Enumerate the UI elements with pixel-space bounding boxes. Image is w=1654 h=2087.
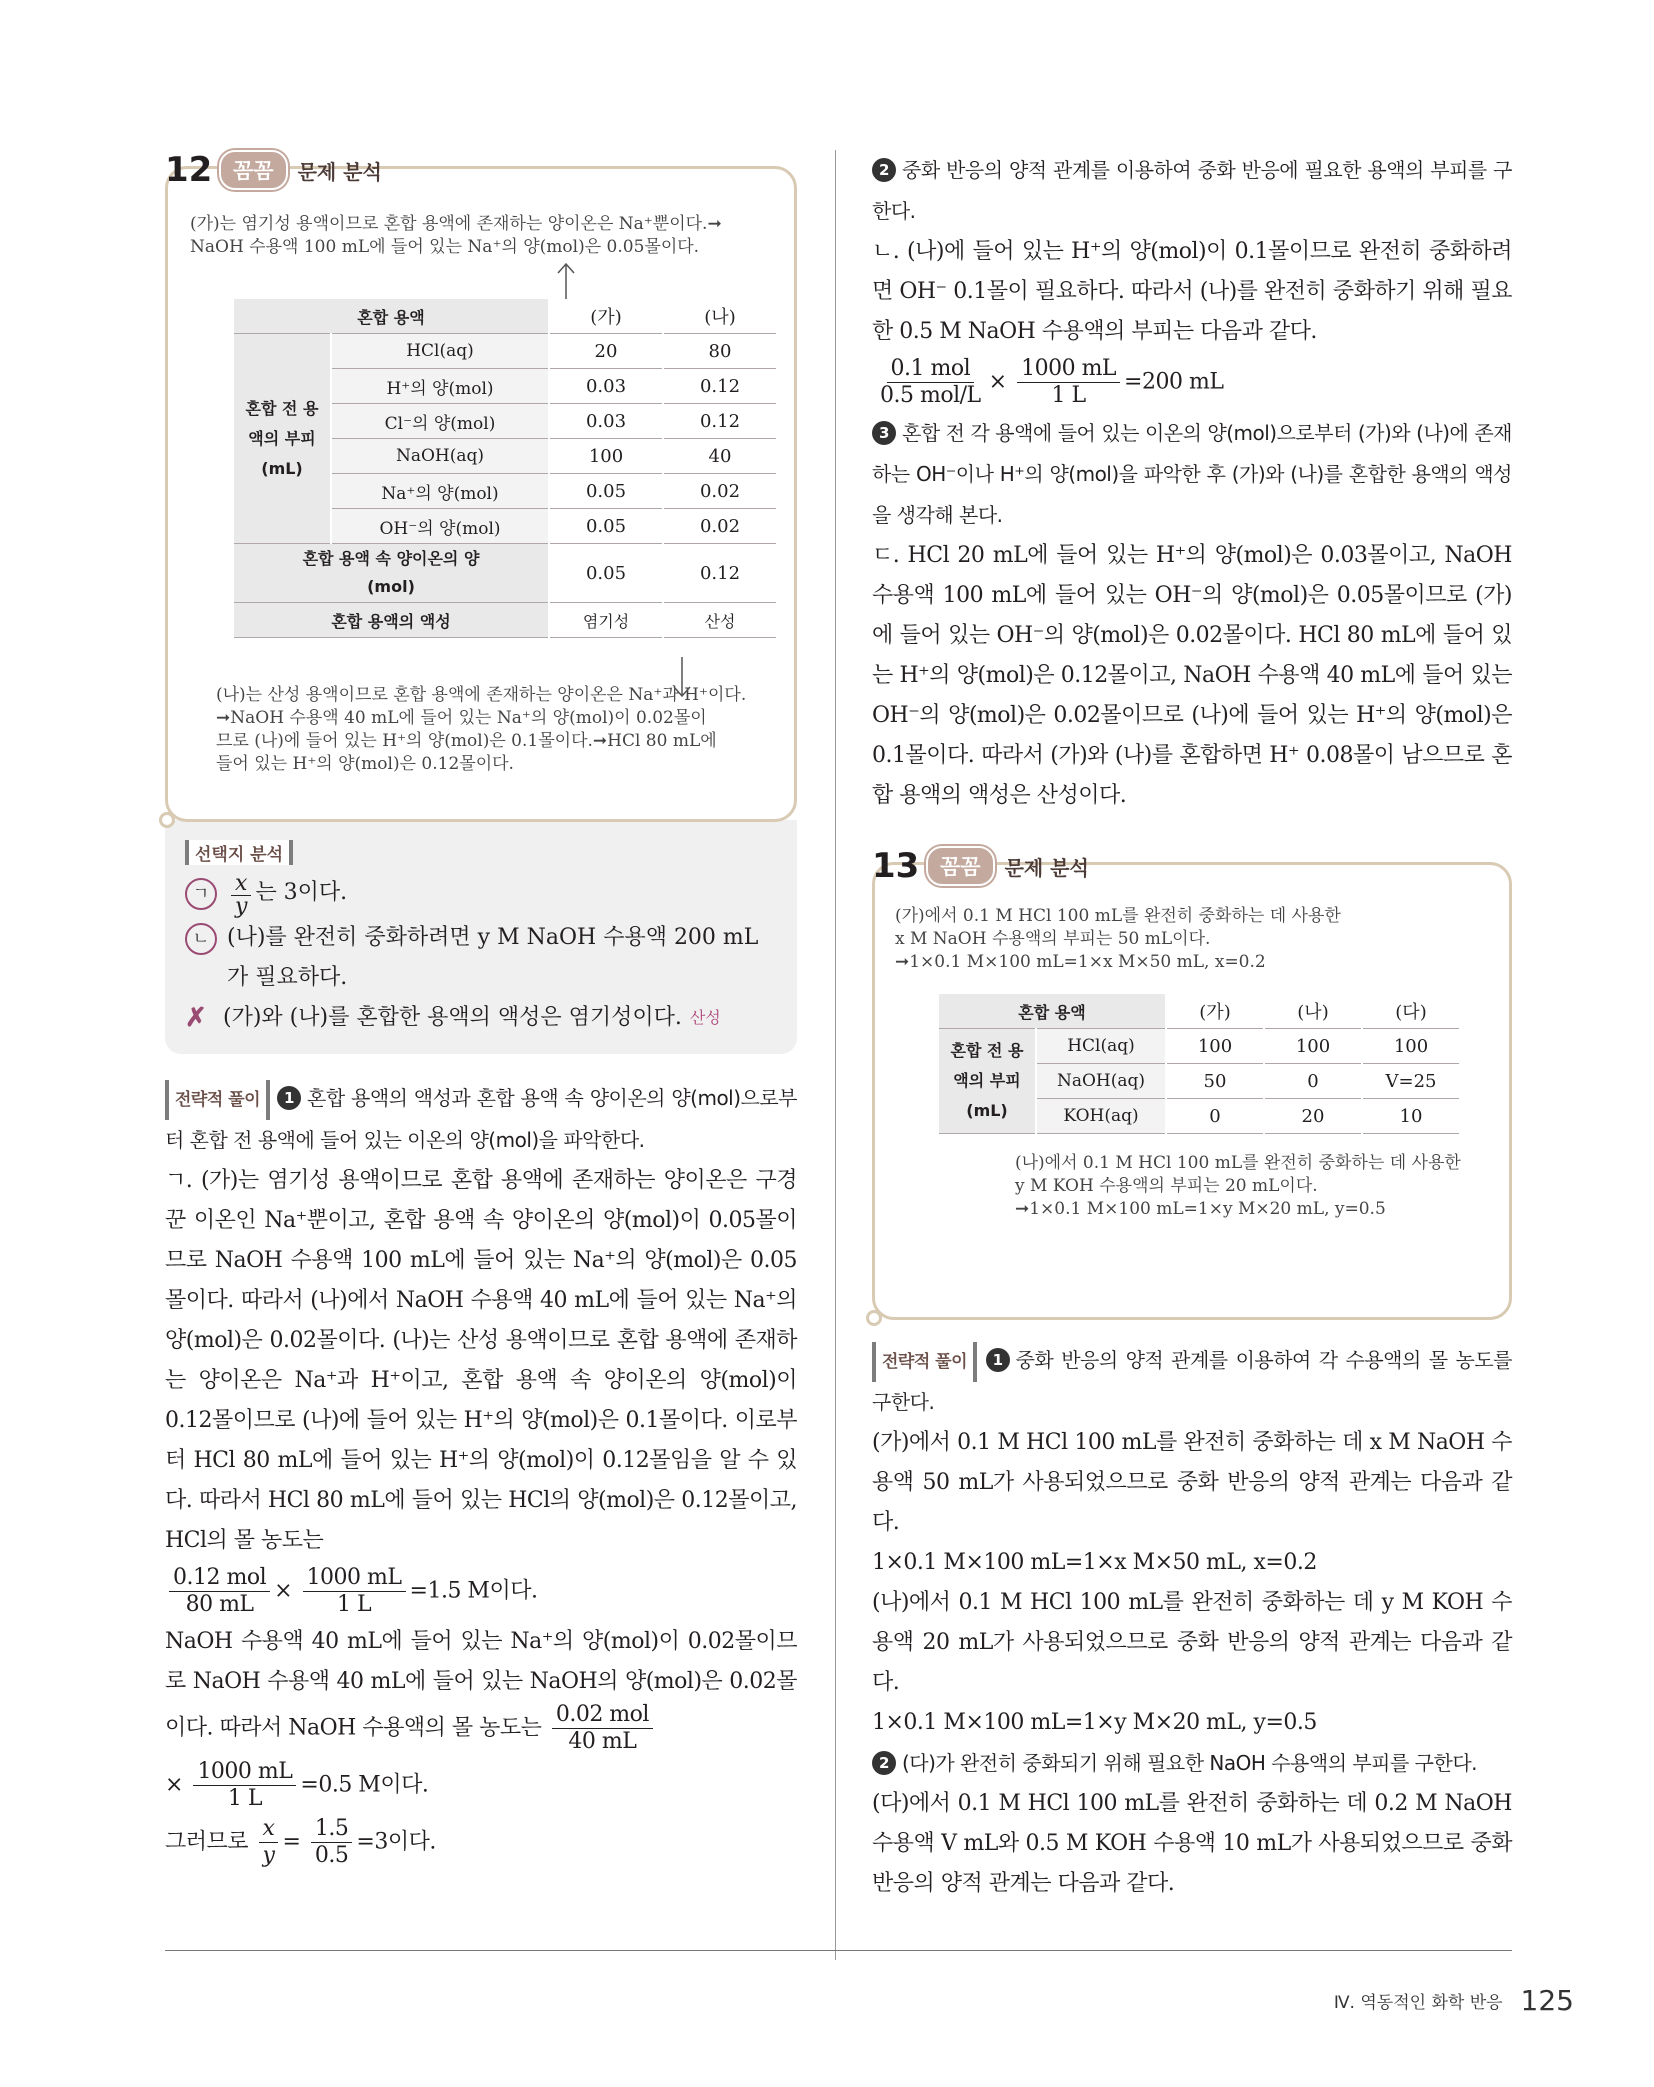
strategy-solution-12: 전략적 풀이 1 혼합 용액의 액성과 혼합 용액 속 양이온의 양(mol)으로부터 혼합 전 용액에 들어 있는 이온의 양(mol)을 파악한다. ㄱ. (가)는 염기성 용액이므로 혼합 용액에 존재하는 양이온은 구경꾼 이온인 Na⁺뿐이고, 혼합 용액 속 양이온의 양(mol)이 0.05몰이므로 NaOH 수용액 100 mL에 들어 있는 Na⁺의 양(mol)은 0.05몰이다. 따라서 (나)에서 NaOH 수용액 40 mL에 들어 있는 Na⁺의 양(mol)은 0.02몰이다. (나)는 산성 용액이므로 혼합 용액에 존재하는 양이온은 Na⁺과 H⁺이고, 혼합 용액 속 양이온의 양(mol)이 0.12몰이므로 (나)에 들어 있는 H⁺의 양(mol)은 0.1몰이다. 이로부터 HCl 80 mL에 들어 있는 H⁺의 양(mol)이 0.12몰임을 알 수 있다. 따라서 HCl 80 mL에 들어 있는 HCl의 양(mol)은 0.12몰이고, HCl의 몰 농도는 $\frac{\text{0.12 mol}}{80 mL}$ × $\frac{1000 mL}{1 L}$ =1.5 M이다. NaOH 수용액 40 mL에 들어 있는 Na⁺의 양(mol)이 0.02몰이므로 NaOH 수용액 40 mL에 들어 있는 NaOH의 양(mol)은 0.02몰이다. 따라서 NaOH 수용액의 몰 농도는 $\frac{\text{0.02 mol}}{40 mL}$ × $\frac{1000 mL}{1 L}$ =0.5 M이다. 그러므로 $\frac{x}{y}$ = $\frac{1.5}{0.5}$ =3이다. [165, 1078, 797, 1869]
table-cell: 0 [1264, 1064, 1362, 1099]
problem-number: 12 [165, 150, 213, 190]
footer-rule [165, 1950, 1512, 1951]
table-cell: 0.12 [663, 404, 776, 439]
paragraph: NaOH 수용액 40 mL에 들어 있는 Na⁺의 양(mol)이 0.02몰이므로 NaOH 수용액 40 mL에 들어 있는 NaOH의 양(mol)은 0.02몰이다. 따라서 NaOH 수용액의 몰 농도는 [165, 1629, 797, 1741]
table-cell: KOH(aq) [1036, 1099, 1166, 1134]
badge: 꼼꼼 [219, 150, 288, 190]
table-cell: 40 [663, 439, 776, 474]
step-3-icon: 3 [872, 421, 896, 445]
note-line: (가)에서 0.1 M HCl 100 mL를 완전히 중화하는 데 사용한 [895, 906, 1341, 926]
step-text: (다)가 완전히 중화되기 위해 필요한 NaOH 수용액의 부피를 구한다. [902, 1751, 1477, 1775]
table-header: (가) [1166, 994, 1264, 1029]
table-cell: 0.02 [663, 509, 776, 544]
table-cell: 0.05 [549, 474, 663, 509]
note-line: y M KOH 수용액의 부피는 20 mL이다. [1015, 1176, 1318, 1196]
fraction-denominator: 80 mL [185, 1592, 254, 1617]
table-cell: 20 [1264, 1099, 1362, 1134]
left-column [165, 150, 797, 1869]
note-line: NaOH 수용액 100 mL에 들어 있는 Na⁺의 양(mol)은 0.05몰이다. [190, 237, 700, 257]
fraction-numerator: x [259, 1816, 279, 1843]
table-cell: 산성 [663, 603, 776, 638]
chapter-title: Ⅳ. 역동적인 화학 반응 [1333, 1993, 1503, 2013]
fraction-denominator: 1 L [227, 1786, 262, 1811]
choice-text: (가)와 (나)를 혼합한 용액의 액성은 염기성이다. [223, 1005, 682, 1030]
step-text: 중화 반응의 양적 관계를 이용하여 각 수용액의 몰 농도를 구한다. [872, 1348, 1512, 1414]
equation: 1×0.1 M×100 mL=1×x M×50 mL, x=0.2 [872, 1550, 1317, 1575]
page-number: 125 [1520, 1984, 1574, 2017]
choices-tag: 선택지 분석 [185, 840, 293, 865]
table-cell: NaOH(aq) [331, 439, 549, 474]
table-cell: 0.03 [549, 404, 663, 439]
fraction-numerator: 0.12 mol [169, 1565, 270, 1592]
table-cell: H⁺의 양(mol) [331, 369, 549, 404]
note-line: (나)는 산성 용액이므로 혼합 용액에 존재하는 양이온은 Na⁺과 H⁺이다. [216, 685, 747, 705]
column-divider [835, 150, 836, 1960]
fraction-denominator: 40 mL [568, 1729, 637, 1754]
fraction-denominator: y [235, 894, 248, 919]
table-cell: 0.12 [663, 544, 776, 603]
choice-text: 는 3이다. [255, 880, 348, 905]
equation: 1×0.1 M×100 mL=1×y M×20 mL, y=0.5 [872, 1710, 1317, 1735]
choice-text: (나)를 완전히 중화하려면 y M NaOH 수용액 200 mL [227, 925, 759, 950]
page-info [1334, 1984, 1574, 2017]
paragraph: ㄴ. (나)에 들어 있는 H⁺의 양(mol)이 0.1몰이므로 완전히 중화하려면 OH⁻ 0.1몰이 필요하다. 따라서 (나)를 완전히 중화하기 위해 필요한 0.5 M NaOH 수용액의 부피는 다음과 같다. [872, 239, 1512, 344]
strategy-tag: 전략적 풀이 [872, 1342, 977, 1382]
badge: 꼼꼼 [926, 846, 995, 886]
fraction-numerator: 0.02 mol [552, 1702, 653, 1729]
table-cell: 20 [549, 334, 663, 369]
box-corner-dot [159, 812, 175, 828]
fraction-denominator: 1 L [336, 1592, 372, 1617]
correction-text: 산성 [689, 1008, 721, 1027]
analysis-box-12 [165, 166, 797, 822]
paragraph: (다)에서 0.1 M HCl 100 mL를 완전히 중화하는 데 0.2 M NaOH 수용액 V mL와 0.5 M KOH 수용액 10 mL가 사용되었으므로 중화 반응의 양적 관계는 다음과 같다. [872, 1791, 1512, 1896]
problem-12-header [165, 150, 797, 190]
note-line: ➞1×0.1 M×100 mL=1×y M×20 mL, y=0.5 [1015, 1199, 1386, 1219]
table-cell: 0.05 [549, 544, 663, 603]
table-cell: 100 [1166, 1029, 1264, 1064]
table-header: (다) [1362, 994, 1459, 1029]
table-header: (나) [1264, 994, 1362, 1029]
table-cell: 50 [1166, 1064, 1264, 1099]
choice-item [185, 998, 777, 1038]
strategy-tag: 전략적 풀이 [165, 1080, 270, 1120]
paragraph: (가)에서 0.1 M HCl 100 mL를 완전히 중화하는 데 x M NaOH 수용액 50 mL가 사용되었으므로 중화 반응의 양적 관계는 다음과 같다. [872, 1430, 1512, 1535]
fraction-numerator: 1000 mL [193, 1759, 296, 1786]
table-cell: OH⁻의 양(mol) [331, 509, 549, 544]
result-text: =1.5 M이다. [409, 1578, 538, 1604]
arrow-down-icon [662, 655, 702, 699]
wrong-mark-icon: ✗ [185, 1003, 207, 1033]
problem-13-header [872, 846, 1512, 886]
fraction-numerator: 1000 mL [303, 1565, 406, 1592]
note-line: (나)에서 0.1 M HCl 100 mL를 완전히 중화하는 데 사용한 [1015, 1153, 1461, 1173]
table-cell: 100 [1264, 1029, 1362, 1064]
table-cell: HCl(aq) [1036, 1029, 1166, 1064]
table-cell: NaOH(aq) [1036, 1064, 1166, 1099]
choice-analysis [165, 820, 797, 1054]
choice-text-cont: 가 필요하다. [227, 965, 348, 990]
arrow-up-icon [546, 261, 586, 301]
data-table-12 [234, 299, 776, 638]
table-cell: Cl⁻의 양(mol) [331, 404, 549, 439]
paragraph: 그러므로 [165, 1829, 249, 1855]
table-cell: 80 [663, 334, 776, 369]
strategy-solution-12-cont: 2 중화 반응의 양적 관계를 이용하여 중화 반응에 필요한 용액의 부피를 구한다. ㄴ. (나)에 들어 있는 H⁺의 양(mol)이 0.1몰이므로 완전히 중화하려면 OH⁻ 0.1몰이 필요하다. 따라서 (나)를 완전히 중화하기 위해 필요한 0.5 M NaOH 수용액의 부피는 다음과 같다. $\frac{\text{0.1 mol}}{\text{0.5 mol/L}}$ × $\frac{1000 mL}{1 L}$ =200 mL 3 혼합 전 각 용액에 들어 있는 이온의 양(mol)으로부터 (가)와 (나)에 존재하는 OH⁻이나 H⁺의 양(mol)을 파악한 후 (가)와 (나)를 혼합한 용액의 액성을 생각해 본다. ㄷ. HCl 20 mL에 들어 있는 H⁺의 양(mol)은 0.03몰이고, NaOH 수용액 100 mL에 들어 있는 OH⁻의 양(mol)은 0.05몰이므로 (가)에 들어 있는 OH⁻의 양(mol)은 0.02몰이다. HCl 80 mL에 들어 있는 H⁺의 양(mol)은 0.12몰이고, NaOH 수용액 40 mL에 들어 있는 OH⁻의 양(mol)은 0.02몰이므로 (나)에 들어 있는 H⁺의 양(mol)은 0.1몰이다. 따라서 (가)와 (나)를 혼합하면 H⁺ 0.08몰이 남으므로 혼합 용액의 액성은 산성이다. [872, 150, 1512, 816]
table-header: 혼합 용액 [234, 299, 549, 334]
note-line: x M NaOH 수용액의 부피는 50 mL이다. [895, 929, 1211, 949]
step-1-icon: 1 [277, 1086, 301, 1110]
right-column [872, 150, 1512, 1904]
table-cell: 0.02 [663, 474, 776, 509]
table-cell: 0.05 [549, 509, 663, 544]
table-cell: 10 [1362, 1099, 1459, 1134]
table-cell: 0 [1166, 1099, 1264, 1134]
table-cell: 0.12 [663, 369, 776, 404]
table-cell: 100 [549, 439, 663, 474]
choice-item [185, 873, 777, 918]
fraction-denominator: y [262, 1843, 275, 1868]
paragraph: ㄷ. HCl 20 mL에 들어 있는 H⁺의 양(mol)은 0.03몰이고, NaOH 수용액 100 mL에 들어 있는 OH⁻의 양(mol)은 0.05몰이므로 (가)에 들어 있는 OH⁻의 양(mol)은 0.02몰이다. HCl 80 mL에 들어 있는 H⁺의 양(mol)은 0.12몰이고, NaOH 수용액 40 mL에 들어 있는 OH⁻의 양(mol)은 0.02몰이므로 (나)에 들어 있는 H⁺의 양(mol)은 0.1몰이다. 따라서 (가)와 (나)를 혼합하면 H⁺ 0.08몰이 남으므로 혼합 용액의 액성은 산성이다. [872, 543, 1512, 808]
note-line: 들어 있는 H⁺의 양(mol)은 0.12몰이다. [216, 754, 514, 774]
section-title: 문제 분석 [1004, 855, 1089, 880]
fraction-denominator: 0.5 mol/L [880, 383, 981, 408]
correct-mark-icon: ㄴ [185, 923, 217, 955]
correct-mark-icon: ㄱ [185, 878, 217, 910]
strategy-solution-13 [872, 1340, 1512, 1904]
table-row-label: 혼합 용액의 액성 [234, 603, 549, 638]
table-cell: Na⁺의 양(mol) [331, 474, 549, 509]
step-1-icon: 1 [986, 1348, 1010, 1372]
section-title: 문제 분석 [297, 159, 382, 184]
table-row-label: 혼합 용액 속 양이온의 양(mol) [234, 544, 549, 603]
table-header: 혼합 용액 [939, 994, 1166, 1029]
fraction-numerator: 0.1 mol [887, 356, 975, 383]
result-text: =0.5 M이다. [300, 1772, 429, 1798]
result-text: =200 mL [1124, 369, 1224, 395]
paragraph: ㄱ. (가)는 염기성 용액이므로 혼합 용액에 존재하는 양이온은 구경꾼 이온인 Na⁺뿐이고, 혼합 용액 속 양이온의 양(mol)이 0.05몰이므로 NaOH 수용액 100 mL에 들어 있는 Na⁺의 양(mol)은 0.05몰이다. 따라서 (나)에서 NaOH 수용액 40 mL에 들어 있는 Na⁺의 양(mol)은 0.02몰이다. (나)는 산성 용액이므로 혼합 용액에 존재하는 양이온은 Na⁺과 H⁺이고, 혼합 용액 속 양이온의 양(mol)이 0.12몰이므로 (나)에 들어 있는 H⁺의 양(mol)은 0.1몰이다. 이로부터 HCl 80 mL에 들어 있는 H⁺의 양(mol)이 0.12몰임을 알 수 있다. 따라서 HCl 80 mL에 들어 있는 HCl의 양(mol)은 0.12몰이고, HCl의 몰 농도는 [165, 1168, 797, 1553]
table-cell: HCl(aq) [331, 334, 549, 369]
step-text: 혼합 용액의 액성과 혼합 용액 속 양이온의 양(mol)으로부터 혼합 전 용액에 들어 있는 이온의 양(mol)을 파악한다. [165, 1086, 797, 1152]
table-header: (나) [663, 299, 776, 334]
note-line: ➞NaOH 수용액 40 mL에 들어 있는 Na⁺의 양(mol)이 0.02몰이 [216, 708, 707, 728]
step-text: 중화 반응의 양적 관계를 이용하여 중화 반응에 필요한 용액의 부피를 구한다. [872, 158, 1512, 223]
step-2-icon: 2 [872, 158, 896, 182]
table-cell: 100 [1362, 1029, 1459, 1064]
fraction-denominator: 0.5 [314, 1843, 349, 1868]
table-cell: 염기성 [549, 603, 663, 638]
note-line: (가)는 염기성 용액이므로 혼합 용액에 존재하는 양이온은 Na⁺뿐이다.➞ [190, 214, 722, 234]
problem-number: 13 [872, 846, 920, 886]
box-corner-dot [866, 1310, 882, 1326]
table-cell: V=25 [1362, 1064, 1459, 1099]
note-line: 므로 (나)에 들어 있는 H⁺의 양(mol)은 0.1몰이다.➞HCl 80 mL에 [216, 731, 717, 751]
note-line: ➞1×0.1 M×100 mL=1×x M×50 mL, x=0.2 [895, 952, 1266, 972]
fraction-numerator: 1.5 [311, 1816, 353, 1843]
fraction-numerator: 1000 mL [1017, 356, 1120, 383]
choice-item [185, 918, 777, 998]
table-group-label: 혼합 전 용액의 부피(mL) [234, 334, 331, 544]
table-cell: 0.03 [549, 369, 663, 404]
step-text: 혼합 전 각 용액에 들어 있는 이온의 양(mol)으로부터 (가)와 (나)에 존재하는 OH⁻이나 H⁺의 양(mol)을 파악한 후 (가)와 (나)를 혼합한 용액의 액성을 생각해 본다. [872, 421, 1512, 527]
result-text: =3이다. [356, 1829, 436, 1855]
step-2-icon: 2 [872, 1751, 896, 1775]
paragraph: (나)에서 0.1 M HCl 100 mL를 완전히 중화하는 데 y M KOH 수용액 20 mL가 사용되었으므로 중화 반응의 양적 관계는 다음과 같다. [872, 1590, 1512, 1695]
data-table-13 [939, 994, 1459, 1134]
analysis-box-13 [872, 862, 1512, 1320]
fraction-numerator: x [231, 873, 251, 896]
table-group-label: 혼합 전 용액의 부피(mL) [939, 1029, 1036, 1134]
table-header: (가) [549, 299, 663, 334]
fraction-denominator: 1 L [1051, 383, 1086, 408]
